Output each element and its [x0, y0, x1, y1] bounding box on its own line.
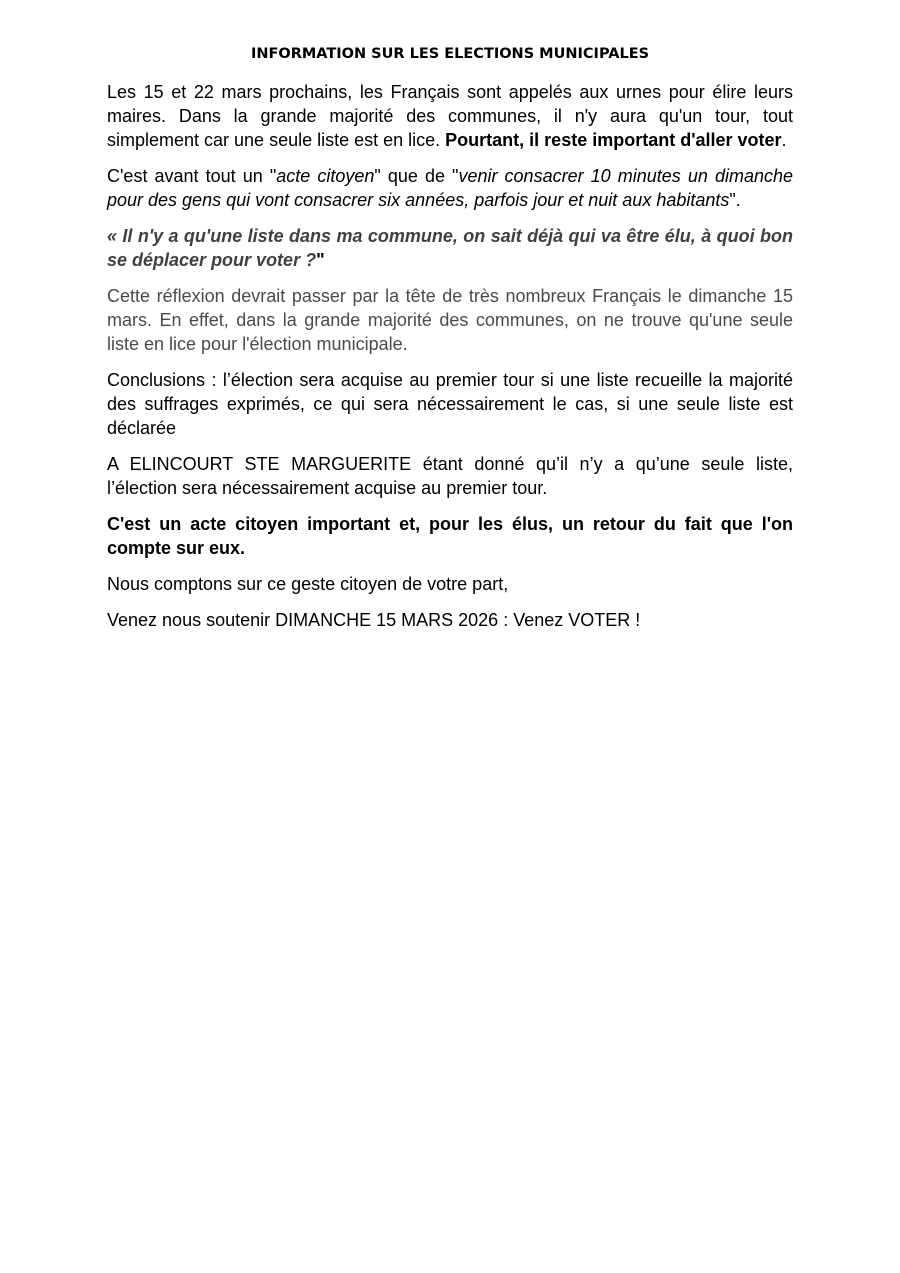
document-title: INFORMATION SUR LES ELECTIONS MUNICIPALES: [250, 46, 650, 62]
quote-italic: « Il n'y a qu'une liste dans ma commune, on sait déjà qui va être élu, à quoi bon se déplacer pour voter ?: [107, 226, 793, 270]
paragraph-acte-citoyen: [107, 164, 793, 212]
paragraph-venez-voter: Venez nous soutenir DIMANCHE 15 MARS 2026 : Venez VOTER !: [107, 610, 641, 630]
paragraph-intro-end: .: [781, 130, 787, 150]
acte-part-d: venir consacrer 10 minutes un dimanche pour des gens qui vont consacrer six années, parfois jour et nuit aux habitants: [107, 166, 794, 210]
acte-part-e: ".: [729, 190, 741, 210]
acte-part-c: " que de ": [374, 166, 459, 186]
quote-text: [107, 226, 793, 270]
paragraph-conclusions: Conclusions : l’élection sera acquise au premier tour si une liste recueille la majorité des suffrages exprimés, ce qui sera nécessairement le cas, si une seule liste est déclarée: [107, 370, 793, 438]
acte-part-a: C'est avant tout un ": [107, 166, 277, 186]
acte-part-b: acte citoyen: [276, 166, 375, 186]
paragraph-reflexion: Cette réflexion devrait passer par la tête de très nombreux Français le dimanche 15 mars. En effet, dans la grande majorité des communes, on ne trouve qu'une seule liste en lice pour l'élection municipale.: [107, 286, 793, 354]
document-body: [107, 80, 793, 644]
acte-important-bold: C'est un acte citoyen important et, pour les élus, un retour du fait que l'on compte sur eux.: [107, 514, 793, 558]
paragraph-intro: [107, 80, 793, 152]
paragraph-elincourt: A ELINCOURT STE MARGUERITE étant donné qu’il n’y a qu’une seule liste, l’élection sera nécessairement acquise au premier tour.: [107, 454, 793, 498]
paragraph-intro-bold: Pourtant, il reste important d'aller voter: [445, 130, 782, 150]
quote-end: ": [316, 250, 325, 270]
paragraph-quote: [107, 224, 793, 272]
paragraph-nous-comptons: Nous comptons sur ce geste citoyen de votre part,: [107, 574, 509, 594]
paragraph-intro-text: Les 15 et 22 mars prochains, les Français sont appelés aux urnes pour élire leurs maires. Dans la grande majorité des communes, il n'y aura qu'un tour, tout simplement car une seule liste est en lice.: [107, 82, 793, 150]
paragraph-acte-important: [107, 512, 793, 560]
